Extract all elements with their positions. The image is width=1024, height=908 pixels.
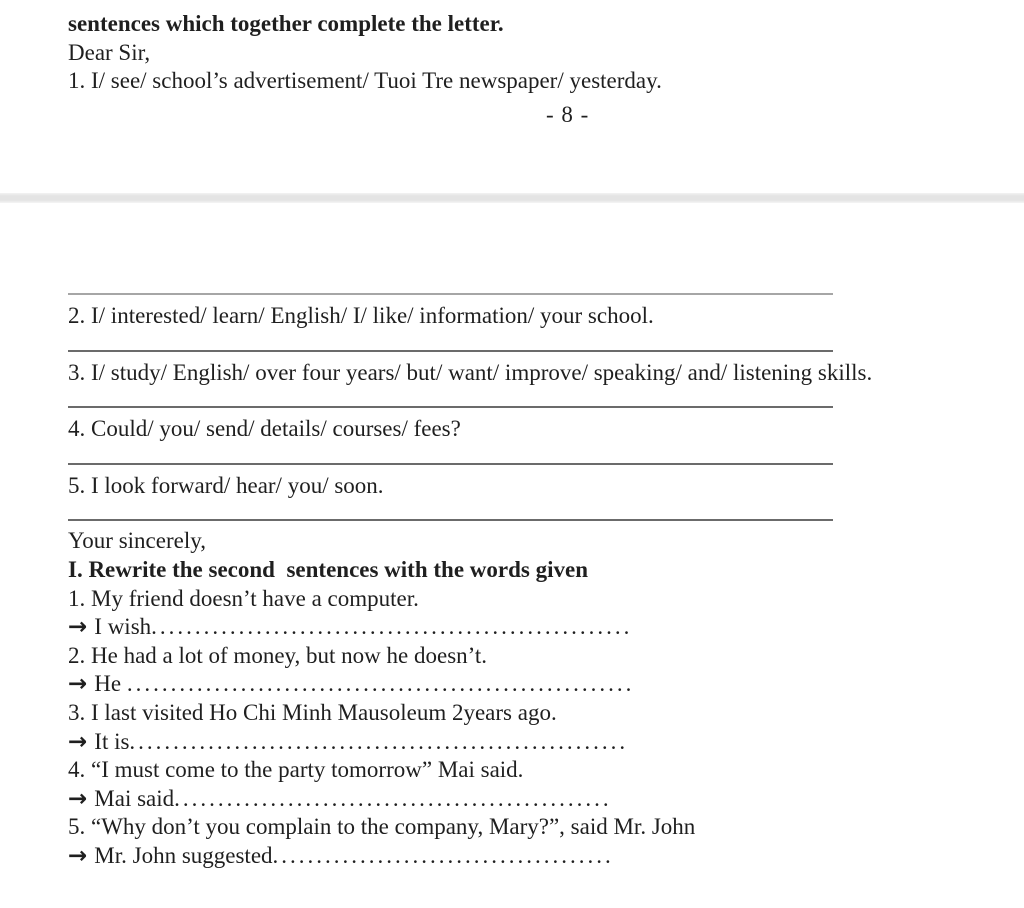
rewrite-sentence-1: 1. My friend doesn’t have a computer. (68, 585, 419, 611)
rewrite-sentence-2: 2. He had a lot of money, but now he doesn’t. (68, 642, 488, 668)
page-body-fragment (0, 203, 1024, 908)
rewrite-sentence-5: 5. “Why don’t you complain to the company, Mary?”, said Mr. John (68, 814, 696, 840)
dots-leader: .................................................. (174, 785, 612, 811)
instruction-heading: sentences which together complete the letter. (68, 11, 504, 36)
rewrite-heading: I. Rewrite the second sentences with the words given (68, 556, 588, 582)
rewrite-answer-2 (68, 670, 1024, 699)
page-number: - 8 - (546, 101, 590, 127)
answer-rule (68, 350, 833, 352)
arrow-icon: → (68, 614, 88, 641)
salutation-line: Dear Sir, (68, 39, 151, 65)
answer-prefix: Mai said (94, 785, 175, 811)
dots-leader: ......................................................... (129, 728, 629, 754)
arrow-icon: → (68, 785, 88, 812)
page-top-fragment (0, 0, 1024, 193)
rewrite-sentence-4: 4. “I must come to the party tomorrow” Mai said. (68, 757, 524, 783)
arrow-icon: → (68, 842, 88, 869)
arrow-icon: → (68, 671, 88, 698)
rewrite-answer-3 (68, 728, 1024, 757)
letter-item-1: 1. I/ see/ school’s advertisement/ Tuoi Tre newspaper/ yesterday. (68, 68, 662, 93)
letter-item-2: 2. I/ interested/ learn/ English/ I/ like/ information/ your school. (68, 303, 654, 328)
letter-item-4: 4. Could/ you/ send/ details/ courses/ fees? (68, 416, 461, 442)
dots-leader: ....................................................... (151, 614, 633, 640)
page-separator-band (0, 193, 1024, 203)
answer-rule (68, 406, 833, 408)
answer-prefix: I wish (94, 614, 152, 640)
page-number-row (68, 96, 1024, 130)
answer-rule (68, 293, 833, 295)
answer-prefix: He (94, 671, 127, 697)
answer-rule (68, 519, 833, 521)
rewrite-sentence-3: 3. I last visited Ho Chi Minh Mausoleum 2years ago. (68, 699, 557, 725)
letter-item-3: 3. I/ study/ English/ over four years/ but/ want/ improve/ speaking/ and/ listening skills. (68, 359, 873, 385)
rewrite-answer-5 (68, 842, 1024, 871)
letter-closing: Your sincerely, (68, 528, 206, 554)
answer-prefix: It is (94, 728, 130, 754)
rewrite-answer-1 (68, 613, 1024, 642)
dots-leader: ....................................... (272, 842, 614, 868)
rewrite-answer-4 (68, 785, 1024, 814)
answer-prefix: Mr. John suggested (94, 842, 273, 868)
letter-item-5: 5. I look forward/ hear/ you/ soon. (68, 472, 384, 498)
answer-rule (68, 463, 833, 465)
arrow-icon: → (68, 728, 88, 755)
dots-leader: .......................................................... (126, 671, 635, 697)
